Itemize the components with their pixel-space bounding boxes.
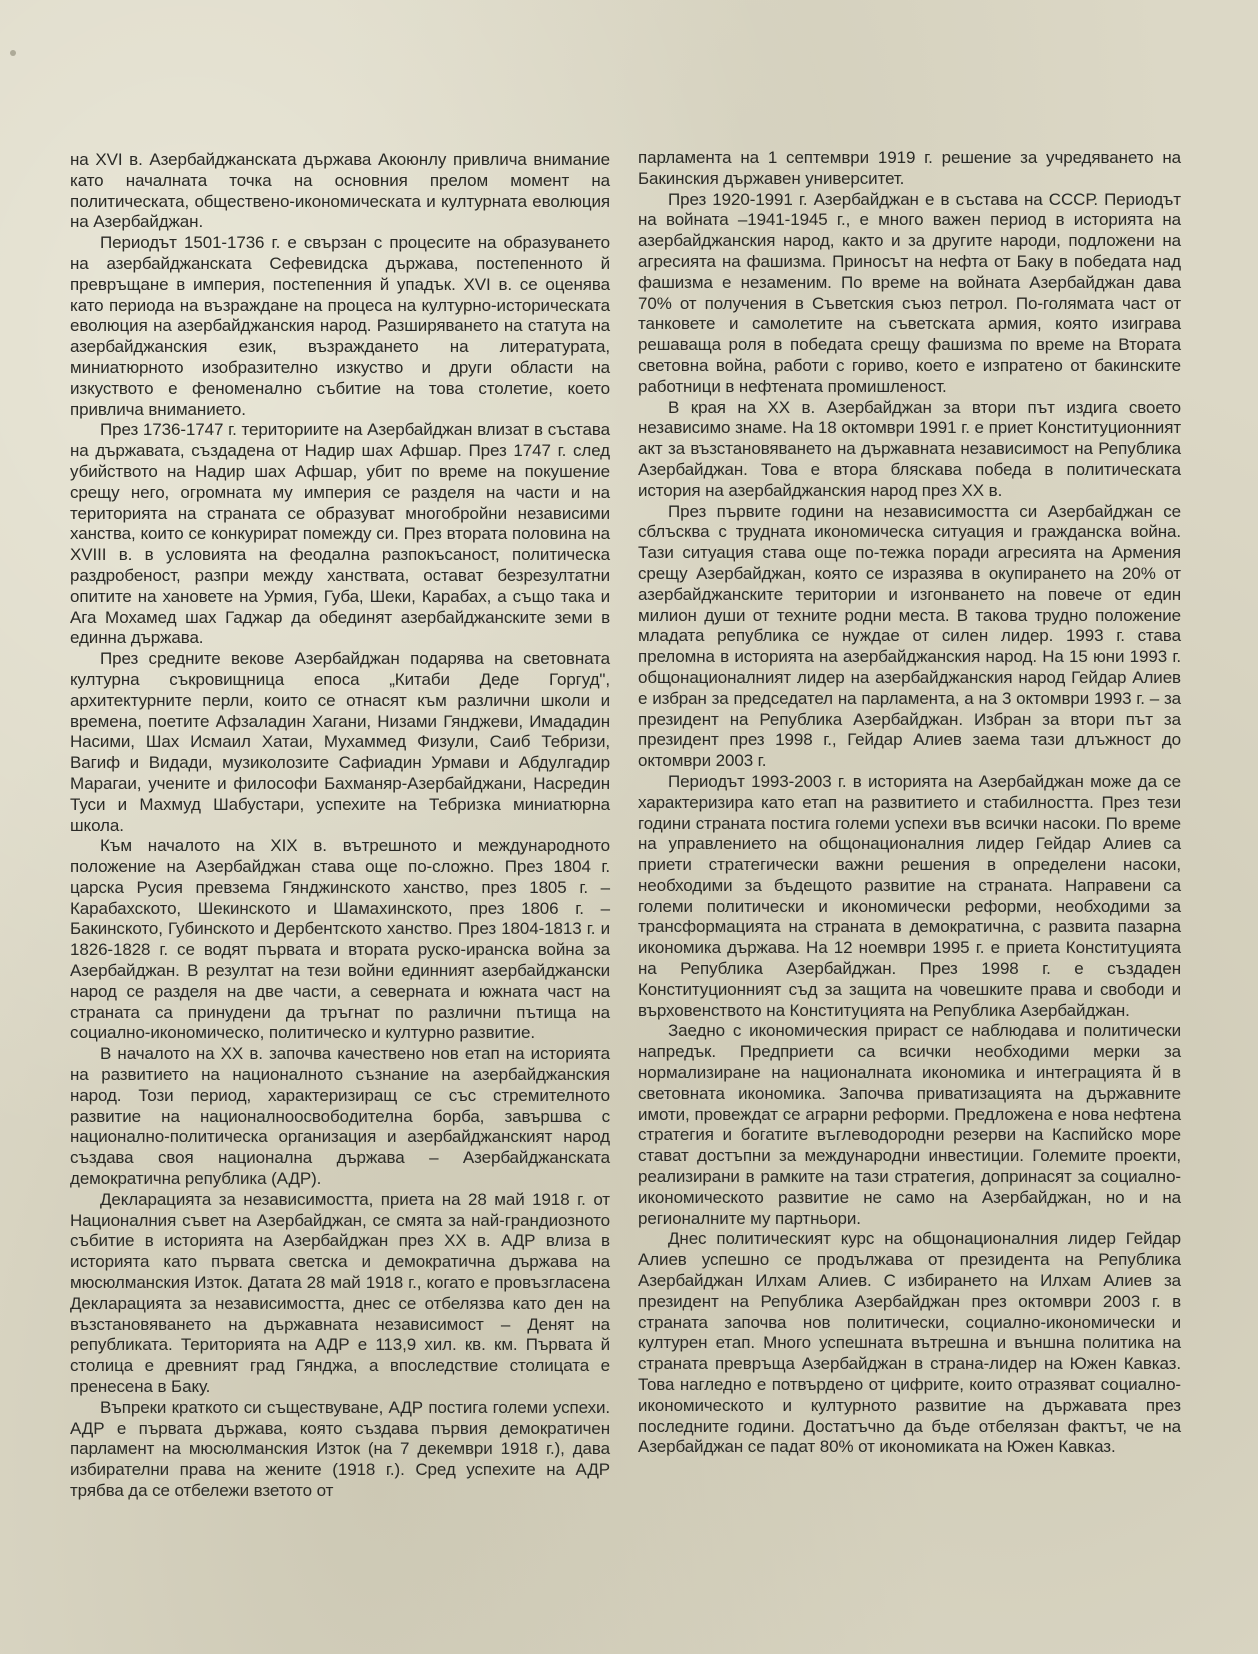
right-text-column bbox=[638, 148, 1181, 1458]
paragraph: Декларацията за независимостта, приета на 28 май 1918 г. от Националния съвет на Азербайджан, се смята за най-грандиозното събитие в историята на Азербайджан през XX в. АДР влиза в историята като първата светска и демократична държава на мюсюлманския Изток. Датата 28 май 1918 г., когато е провъзгласена Декларацията за независимостта, днес се отбелязва като ден на възстановяването на държавната независимост – Денят на републиката. Територията на АДР е 113,9 хил. кв. км. Първата й столица е древният град Гянджа, а впоследствие столицата е пренесена в Баку. bbox=[70, 1189, 610, 1397]
paragraph: Въпреки краткото си съществуване, АДР постига големи успехи. АДР е първата държава, която създава първия демократичен парламент на мюсюлманския Изток (на 7 декември 1918 г.), дава избирателни права на жените (1918 г.). Сред успехите на АДР трябва да се отбележи взетото от bbox=[70, 1397, 610, 1500]
paragraph: Периодът 1993-2003 г. в историята на Азербайджан може да се характеризира като етап на развитието и стабилността. През тези години страната постига големи успехи във всички насоки. По време на управлението на общонационалния лидер Гейдар Алиев са приети стратегически важни решения в определени насоки, необходими за бъдещото развитие на страната. Направени са големи политически и икономически реформи, необходими за трансформацията на страната в демократична, с развита пазарна икономика държава. На 12 ноември 1995 г. е приета Конституцията на Република Азербайджан. През 1998 г. е създаден Конституционният съд за защита на човешките права и свободи и върховенството на Конституцията на Република Азербайджан. bbox=[638, 771, 1181, 1020]
paragraph: През средните векове Азербайджан подарява на световната културна съкровищница епоса „Китаби Деде Горгуд", архитектурните перли, които се отнасят към различни школи и времена, поетите Афзаладин Хагани, Низами Гянджеви, Имададин Насими, Шах Исмаил Хатаи, Мухаммед Физули, Саиб Тебризи, Вагиф и Видади, музиколозите Сафиадин Урмави и Абдулгадир Марагаи, учените и философи Бахманяр-Азербайджани, Насредин Туси и Махмуд Шабустари, успехите на Тебризка миниатюрна школа. bbox=[70, 649, 610, 835]
paragraph: През 1920-1991 г. Азербайджан е в състава на СССР. Периодът на войната –1941-1945 г., е много важен период в историята на азербайджанския народ, както и за другите народи, подложени на агресията на фашизма. Приносът на нефта от Баку в победата над фашизма е незаменим. По време на войната Азербайджан дава 70% от получения в Съветския съюз петрол. По-голямата част от танковете и самолетите на съветската армия, която изиграва решаваща роля в победата срещу фашизма по време на Втората световна война, работи с гориво, което е изпратено от бакинските работници в нефтената промишленост. bbox=[638, 189, 1181, 396]
paragraph: В края на XX в. Азербайджан за втори път издига своето независимо знаме. На 18 октомври 1991 г. е приет Конституционният акт за възстановяването на държавната независимост на Република Азербайджан. Това е втора бляскава победа в политическата история на азербайджанския народ през XX в. bbox=[638, 397, 1181, 500]
paragraph: През първите години на независимостта си Азербайджан се сблъсква с трудната икономическа ситуация и гражданска война. Тази ситуация става още по-тежка поради агресията на Армения срещу Азербайджан, която се изразява в окупирането на 20% от азербайджанските територии и изгонването на повече от един милион души от техните родни места. В такова трудно положение младата република се нуждае от силен лидер. 1993 г. става преломна в историята на азербайджанския народ. На 15 юни 1993 г. общонационалният лидер на азербайджанския народ Гейдар Алиев е избран за председател на парламента, а на 3 октомври 1993 г. – за президент на Република Азербайджан. Избран за втори път за президент през 1998 г., Гейдар Алиев заема тази длъжност до октомври 2003 г. bbox=[638, 501, 1181, 771]
paragraph: на XVI в. Азербайджанската държава Акоюнлу привлича внимание като началната точка на основния прелом момент на политическата, обществено-икономическата и културната еволюция на Азербайджан. bbox=[70, 150, 610, 232]
paragraph: В началото на XX в. започва качествено нов етап на историята на развитието на националното съзнание на азербайджанския народ. Този период, характеризиращ се със стремителното развитие на националноосвободителна борба, завършва с национално-политическа организация и азербайджанският народ създава своя национална държава – Азербайджанската демократична република (АДР). bbox=[70, 1044, 610, 1189]
left-text-column bbox=[70, 150, 610, 1502]
paragraph: Периодът 1501-1736 г. е свързан с процесите на образуването на азербайджанската Сефевидска държава, постепенното й превръщане в империя, постепенния й упадък. XVI в. се оценява като периода на възраждане на процеса на културно-историческата еволюция на азербайджанския народ. Разширяването на статута на азербайджанския език, възраждането на литературата, миниатюрното изобразително изкуство и други области на изкуството е феноменално събитие на това столетие, което привлича вниманието. bbox=[70, 233, 610, 419]
paragraph: През 1736-1747 г. териториите на Азербайджан влизат в състава на държавата, създадена от Надир шах Афшар. През 1747 г. след убийството на Надир шах Афшар, убит по време на покушение срещу него, огромната му империя се разделя на части и на територията на страната се образуват многобройни независими ханства, които се конкурират помежду си. През втората половина на XVIII в. в условията на феодална разпокъсаност, политическа раздробеност, разпри между ханствата, остават безрезултатни опитите на хановете на Урмия, Губа, Шеки, Карабах, а също така и Ага Мохамед шах Гаджар да обединят азербайджанските земи в единна държава. bbox=[70, 420, 610, 648]
paragraph: Днес политическият курс на общонационалния лидер Гейдар Алиев успешно се продължава от президента на Република Азербайджан Илхам Алиев. С избирането на Илхам Алиев за президент на Република Азербайджан през октомври 2003 г. в страната започва нов политически, социално-икономически и културен етап. Много успешната вътрешна и външна политика на страната превръща Азербайджан в страна-лидер на Южен Кавказ. Това нагледно е потвърдено от цифрите, които отразяват социално-икономическото и културното развитие на държавата през последните години. Достатъчно да бъде отбелязан фактът, че на Азербайджан се падат 80% от икономиката на Южен Кавказ. bbox=[638, 1229, 1181, 1457]
paragraph: Заедно с икономическия прираст се наблюдава и политически напредък. Предприети са всички необходими мерки за нормализиране на националната икономика и интеграцията й в световната икономика. Започва приватизацията на държавните имоти, провеждат се аграрни реформи. Предложена е нова нефтена стратегия и богатите въглеводородни резерви на Каспийско море стават достъпни за международни инвестиции. Големите проекти, реализирани в рамките на тази стратегия, допринасят за социално-икономическото развитие не само на Азербайджан, но и на регионалните му партньори. bbox=[638, 1021, 1181, 1228]
paper-speck bbox=[10, 50, 16, 56]
paragraph: Към началото на XIX в. вътрешното и международното положение на Азербайджан става още по-сложно. През 1804 г. царска Русия превзема Гянджинското ханство, през 1805 г. – Карабахското, Шекинското и Шамахинското, през 1806 г. – Бакинското, Губинското и Дербентското ханство. През 1804-1813 г. и 1826-1828 г. се водят първата и втората руско-иранска война за Азербайджан. В резултат на тези войни единният азербайджански народ се разделя на две части, а северната и южната част на страната са принудени да тръгнат по различни пътища на социално-икономическо, политическо и културно развитие. bbox=[70, 836, 610, 1043]
paragraph: парламента на 1 септември 1919 г. решение за учредяването на Бакинския държавен университет. bbox=[638, 148, 1181, 188]
